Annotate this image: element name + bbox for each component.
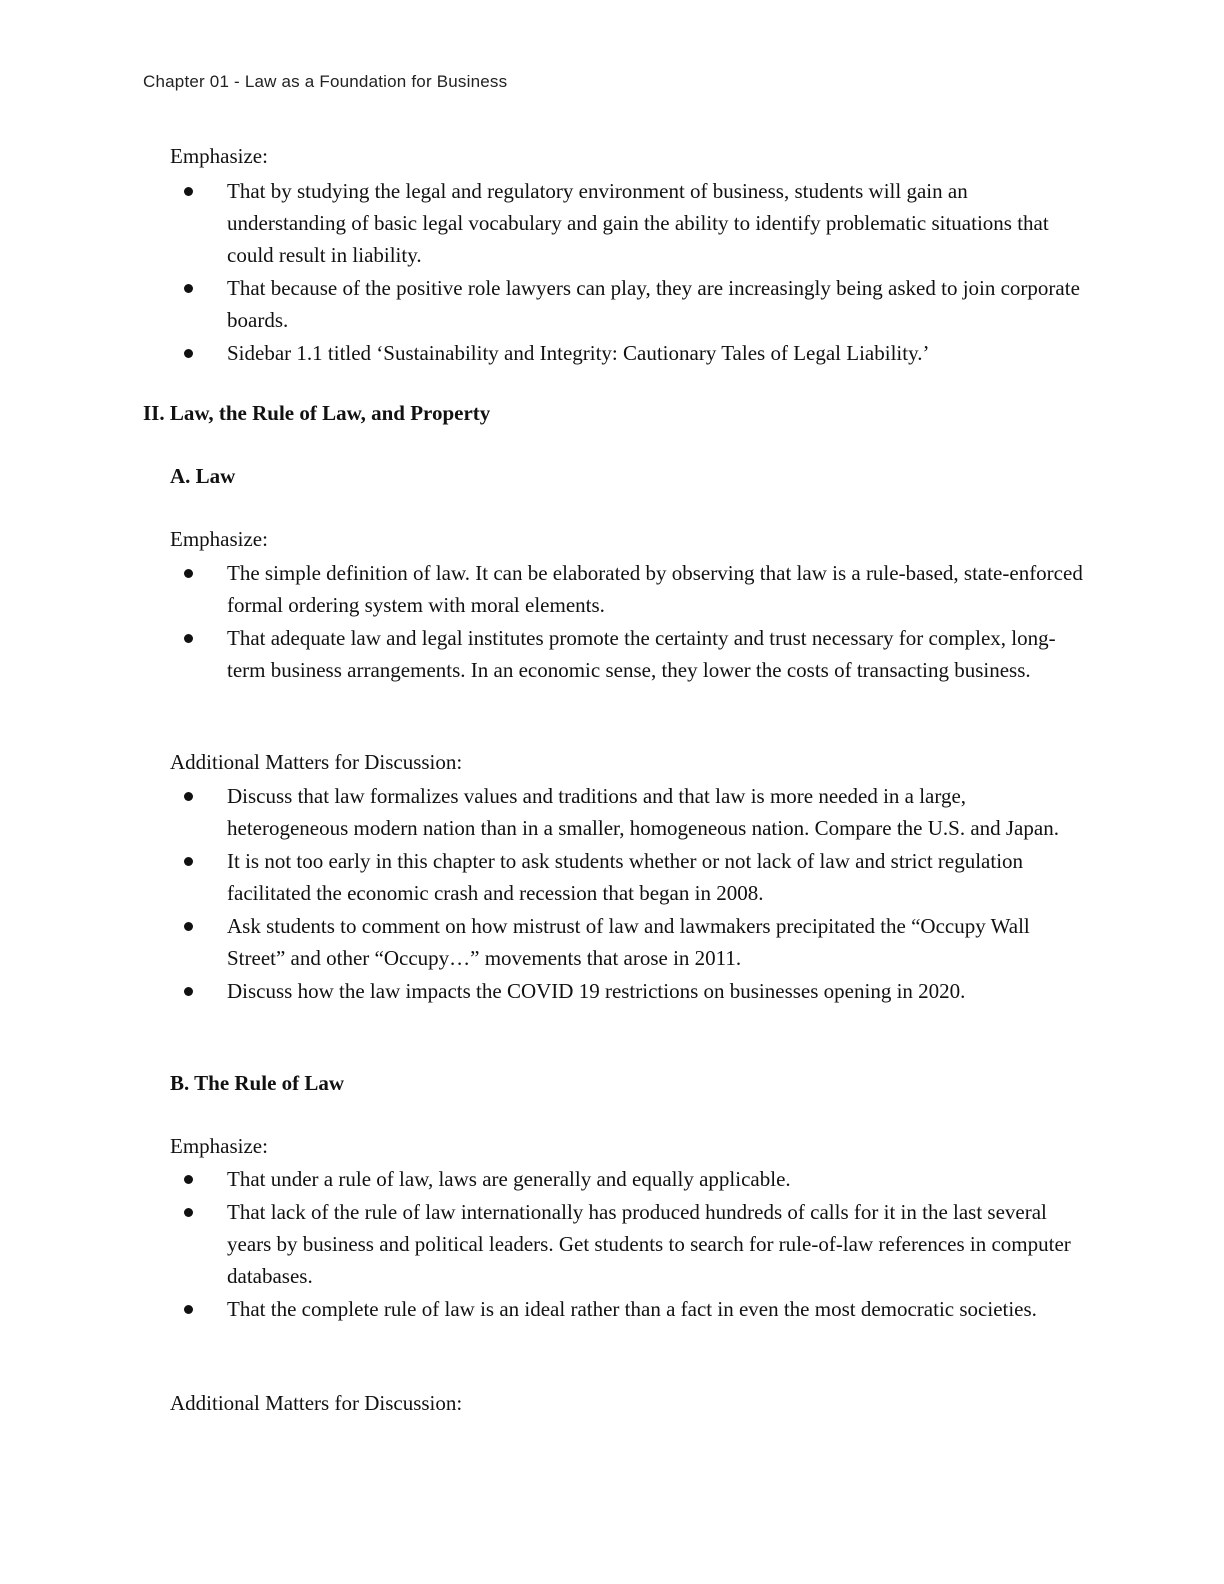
bullet-icon: [184, 634, 193, 643]
bullet-icon: [184, 922, 193, 931]
list-item: That by studying the legal and regulatory environment of business, students will gain an understanding of basic legal vocabulary and gain the ability to identify problematic situations that could result in liability.: [0, 175, 1087, 271]
bullet-icon: [184, 792, 193, 801]
bullet-icon: [184, 987, 193, 996]
list-item: It is not too early in this chapter to ask students whether or not lack of law and strict regulation facilitated the economic crash and recession that began in 2008.: [0, 845, 1087, 909]
a-emphasize-label: Emphasize:: [170, 527, 268, 551]
bullet-icon: [184, 284, 193, 293]
list-item: Discuss how the law impacts the COVID 19 restrictions on businesses opening in 2020.: [0, 975, 1087, 1007]
list-item: The simple definition of law. It can be elaborated by observing that law is a rule-based, state-enforced formal ordering system with moral elements.: [0, 557, 1087, 621]
list-item: Discuss that law formalizes values and traditions and that law is more needed in a large, heterogeneous modern nation than in a smaller, homogeneous nation. Compare the U.S. and Japan.: [0, 780, 1087, 844]
b-emphasize-label: Emphasize:: [170, 1134, 268, 1158]
page-header: Chapter 01 - Law as a Foundation for Business: [143, 72, 508, 91]
bullet-icon: [184, 1175, 193, 1184]
bullet-icon: [184, 1208, 193, 1217]
list-item: That the complete rule of law is an ideal rather than a fact in even the most democratic societies.: [0, 1293, 1087, 1325]
bullet-icon: [184, 187, 193, 196]
list-item: That adequate law and legal institutes promote the certainty and trust necessary for complex, long-term business arrangements. In an economic sense, they lower the costs of transacting business.: [0, 622, 1087, 686]
bullet-icon: [184, 1305, 193, 1314]
a-additional-bullet-list: [0, 780, 1087, 1008]
bullet-icon: [184, 349, 193, 358]
b-additional-label: Additional Matters for Discussion:: [170, 1391, 463, 1415]
intro-bullet-list: [0, 175, 1087, 370]
bullet-icon: [184, 569, 193, 578]
b-emphasize-bullet-list: [0, 1163, 1087, 1326]
list-item: Ask students to comment on how mistrust of law and lawmakers precipitated the “Occupy Wall Street” and other “Occupy…” movements that arose in 2011.: [0, 910, 1087, 974]
list-item: That lack of the rule of law internationally has produced hundreds of calls for it in the last several years by business and political leaders. Get students to search for rule-of-law references in computer databases.: [0, 1196, 1087, 1292]
section-heading-ii: II. Law, the Rule of Law, and Property: [143, 401, 491, 425]
section-heading-b: B. The Rule of Law: [170, 1071, 345, 1095]
list-item: Sidebar 1.1 titled ‘Sustainability and Integrity: Cautionary Tales of Legal Liability.’: [0, 337, 1087, 369]
a-additional-label: Additional Matters for Discussion:: [170, 750, 463, 774]
list-item: That under a rule of law, laws are generally and equally applicable.: [0, 1163, 1087, 1195]
bullet-icon: [184, 857, 193, 866]
a-emphasize-bullet-list: [0, 557, 1087, 687]
list-item: That because of the positive role lawyers can play, they are increasingly being asked to join corporate boards.: [0, 272, 1087, 336]
section-heading-a: A. Law: [170, 464, 236, 488]
intro-emphasize-label: Emphasize:: [170, 144, 268, 168]
